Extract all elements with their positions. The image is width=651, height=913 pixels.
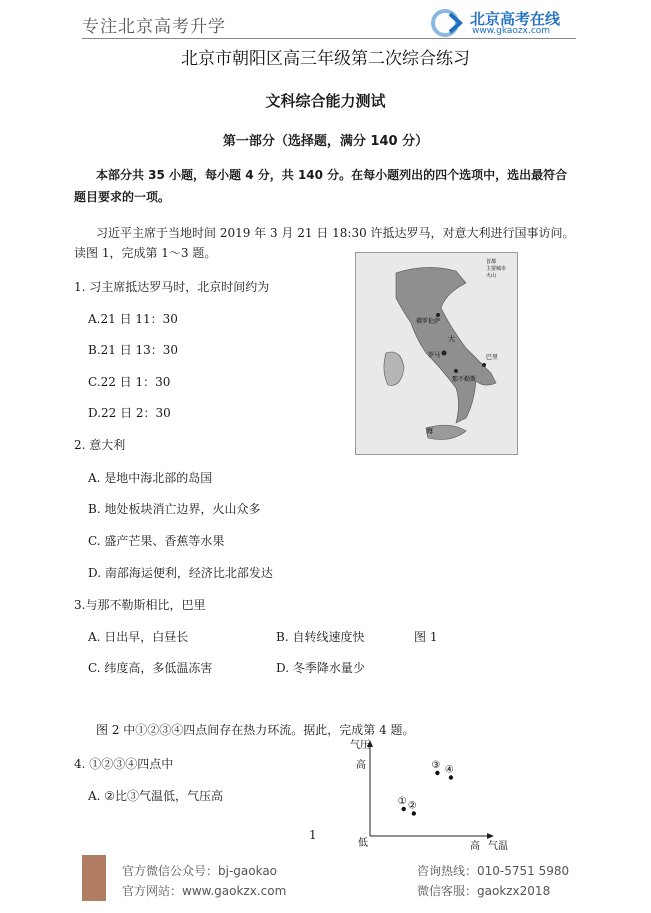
question-1-stem: 1. 习主席抵达罗马时，北京时间约为 [74, 280, 270, 294]
map-label-rome: 罗马 [428, 352, 441, 359]
logo-text: 北京高考在线 [470, 10, 561, 28]
question-3-option-c: C. 纬度高，多低温冻害 [88, 661, 213, 675]
question-2-option-a: A. 是地中海北部的岛国 [88, 471, 213, 485]
question-3-option-d: D. 冬季降水量少 [276, 661, 365, 675]
scatter-point-label-2: ② [407, 800, 417, 812]
footer-accent-bar [82, 855, 106, 901]
question-1-option-d: D.22 日 2：30 [88, 406, 171, 420]
map-legend-volcano: 火山 [486, 273, 497, 279]
exam-title: 北京市朝阳区高三年级第二次综合练习 [181, 49, 470, 69]
question-2-option-d: D. 南部海运便利，经济比北部发达 [88, 566, 273, 580]
header-divider [82, 38, 576, 39]
x-high-label: 高 [470, 841, 480, 852]
x-axis-label: 气温 [488, 841, 508, 852]
map-label-naples: 那不勒斯 [452, 376, 477, 383]
question-3-option-a: A. 日出早，白昼长 [88, 630, 189, 644]
map-label-florence: 佛罗伦萨 [416, 318, 441, 325]
instructions-line1: 本部分共 35 小题，每小题 4 分，共 140 分。在每小题列出的四个选项中，选出最符合 [96, 168, 568, 182]
footer-service: 微信客服：gaokzx2018 [417, 884, 551, 898]
italy-map-drawing [356, 253, 517, 454]
exam-subtitle: 文科综合能力测试 [265, 92, 386, 110]
y-axis-label: 气压 [350, 740, 370, 751]
x-axis-arrow [487, 833, 494, 839]
logo-icon [430, 8, 470, 38]
question-1-option-c: C.22 日 1：30 [88, 375, 171, 389]
scatter-point-1 [402, 807, 406, 811]
map-label-sea1: 大 [448, 335, 455, 343]
intro2: 图 2 中①②③④四点间存在热力环流。据此，完成第 4 题。 [96, 723, 415, 737]
map-legend-city: 主要城市 [486, 266, 507, 272]
intro-line1: 习近平主席于当地时间 2019 年 3 月 21 日 18:30 许抵达罗马，对意大利进行国事访问。 [96, 226, 575, 240]
intro-line2: 读图 1，完成第 1～3 题。 [74, 246, 217, 260]
question-4-option-a: A. ②比③气温低，气压高 [88, 789, 224, 803]
y-low-label: 低 [358, 838, 368, 849]
header-tagline: 专注北京高考升学 [82, 17, 226, 37]
question-3-option-b: B. 自转线速度快 [276, 630, 365, 644]
scatter-point-3 [435, 771, 439, 775]
question-4-stem: 4. ①②③④四点中 [74, 757, 174, 771]
scatter-points [398, 760, 454, 816]
scatter-point-label-4: ④ [444, 764, 454, 776]
question-1-option-b: B.21 日 13：30 [88, 343, 179, 357]
scatter-point-4 [449, 775, 453, 779]
question-2-option-c: C. 盛产芒果、香蕉等水果 [88, 534, 225, 548]
logo-url: www.gkaozx.com [472, 26, 551, 36]
question-2-option-b: B. 地处板块消亡边界，火山众多 [88, 502, 261, 516]
italy-map [355, 252, 518, 455]
scatter-point-label-3: ③ [431, 760, 441, 771]
map-label-sea2: 海 [426, 427, 433, 435]
scatter-point-2 [412, 811, 416, 815]
question-1-option-a: A.21 日 11：30 [88, 312, 178, 326]
scatter-point-label-1: ① [397, 796, 407, 807]
map-legend-capital: 首都 [486, 259, 497, 265]
footer-site: 官方网站：www.gaokzx.com [122, 884, 287, 898]
section-title: 第一部分（选择题，满分 140 分） [222, 134, 429, 149]
footer-wechat: 官方微信公众号：bj-gaokao [122, 864, 278, 878]
question-3-stem: 3.与那不勒斯相比，巴里 [74, 598, 206, 612]
question-2-stem: 2. 意大利 [74, 438, 126, 452]
map-label-bari: 巴里 [486, 354, 499, 361]
footer-hotline: 咨询热线：010-5751 5980 [417, 864, 570, 878]
figure-1-caption: 图 1 [414, 630, 438, 644]
figure-2-chart [340, 738, 508, 852]
y-high-label: 高 [356, 760, 366, 771]
page-number: 1 [309, 828, 317, 842]
instructions-line2: 题目要求的一项。 [74, 190, 171, 204]
